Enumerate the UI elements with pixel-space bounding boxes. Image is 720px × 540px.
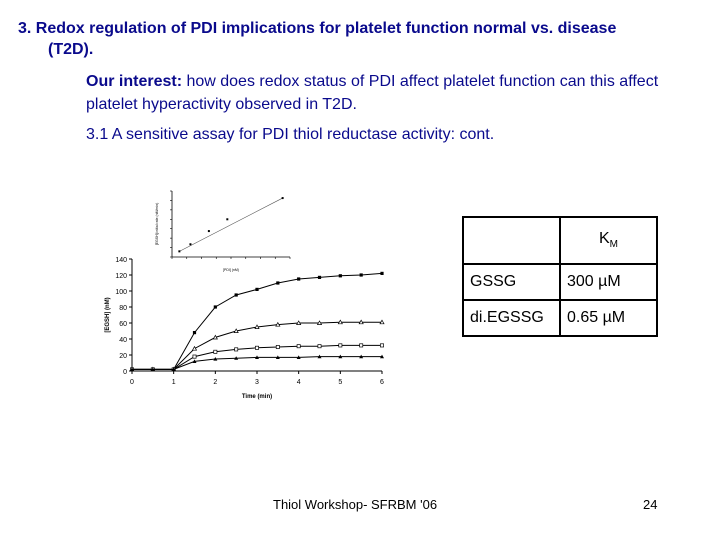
data-point [318, 345, 321, 348]
data-point [193, 355, 196, 358]
data-point [339, 274, 342, 277]
km-value-cell: 0.65 µM [560, 300, 657, 336]
data-point [255, 346, 258, 349]
y-tick-label: 60 [119, 321, 127, 328]
km-substrate-cell: di.EGSSG [463, 300, 560, 336]
km-header-cell [560, 217, 657, 264]
slide-title [18, 18, 708, 60]
x-tick-label: 6 [380, 379, 384, 386]
x-tick-label: 4 [296, 379, 301, 386]
y-tick-label: 80 [119, 305, 127, 312]
interest-label: Our interest: [86, 73, 183, 90]
y-tick-label: 40 [119, 337, 127, 344]
data-point [360, 273, 363, 276]
data-point [193, 331, 196, 334]
data-point [318, 276, 321, 279]
data-point [339, 344, 342, 347]
data-point [380, 320, 384, 324]
data-point [359, 320, 363, 324]
data-point [380, 344, 383, 347]
x-tick-label: 5 [338, 379, 343, 386]
data-point [297, 345, 300, 348]
interest-paragraph [86, 70, 706, 116]
data-point [380, 272, 383, 275]
interest-text: how does redox status of PDI affect platelet function can this affect platelet hyperactivity observed in T2D. [86, 73, 659, 113]
series-line [132, 273, 382, 369]
y-tick-label: 100 [115, 289, 127, 296]
km-header-main: K [598, 230, 610, 248]
km-value-cell: 300 µM [560, 264, 657, 300]
data-point [235, 293, 238, 296]
data-point [297, 321, 301, 325]
data-point [276, 345, 279, 348]
inset-x-axis-label: [PDI] (nM) [223, 268, 239, 272]
y-tick-label: 20 [119, 353, 127, 360]
km-substrate-cell: GSSG [463, 264, 560, 300]
km-table-row [463, 300, 657, 336]
main-chart [100, 245, 400, 405]
x-axis-label: Time (min) [241, 394, 273, 400]
footer-page-number: 24 [643, 497, 658, 512]
footer-workshop: Thiol Workshop- SFRBM '06 [273, 497, 438, 512]
x-tick-label: 0 [130, 379, 134, 386]
inset-trendline [179, 198, 282, 251]
y-tick-label: 120 [115, 273, 127, 280]
data-point [318, 321, 322, 325]
data-point [297, 277, 300, 280]
data-point [276, 281, 279, 284]
data-point [214, 350, 217, 353]
km-table-row [463, 264, 657, 300]
data-point [338, 320, 342, 324]
slide-title-line2: (T2D). [48, 41, 94, 58]
data-point [213, 335, 217, 339]
data-point [255, 325, 259, 329]
subheading: 3.1 A sensitive assay for PDI thiol reductase activity: cont. [86, 126, 495, 143]
slide-title-line1: 3. Redox regulation of PDI implications for platelet function normal vs. disease [18, 20, 617, 37]
km-table-header-row [463, 217, 657, 264]
data-point [234, 329, 238, 333]
y-tick-label: 0 [123, 369, 127, 376]
inset-y-axis-label: [EGSH] initial rate (nM/min) [155, 202, 159, 246]
x-tick-label: 3 [255, 379, 259, 386]
x-tick-label: 1 [171, 379, 176, 386]
data-point [255, 288, 258, 291]
km-header-sub: M [609, 239, 618, 251]
data-point [214, 305, 217, 308]
data-point [193, 347, 197, 351]
inset-data-point [208, 230, 210, 232]
y-tick-label: 140 [115, 257, 127, 264]
data-point [360, 344, 363, 347]
inset-data-point [226, 218, 228, 220]
x-tick-label: 2 [213, 379, 218, 386]
km-header-empty-cell [463, 217, 560, 264]
data-point [235, 348, 238, 351]
km-table [462, 216, 658, 337]
data-point [276, 323, 280, 327]
inset-data-point [282, 197, 284, 199]
y-axis-label: [EGSH] (nM) [105, 297, 111, 333]
